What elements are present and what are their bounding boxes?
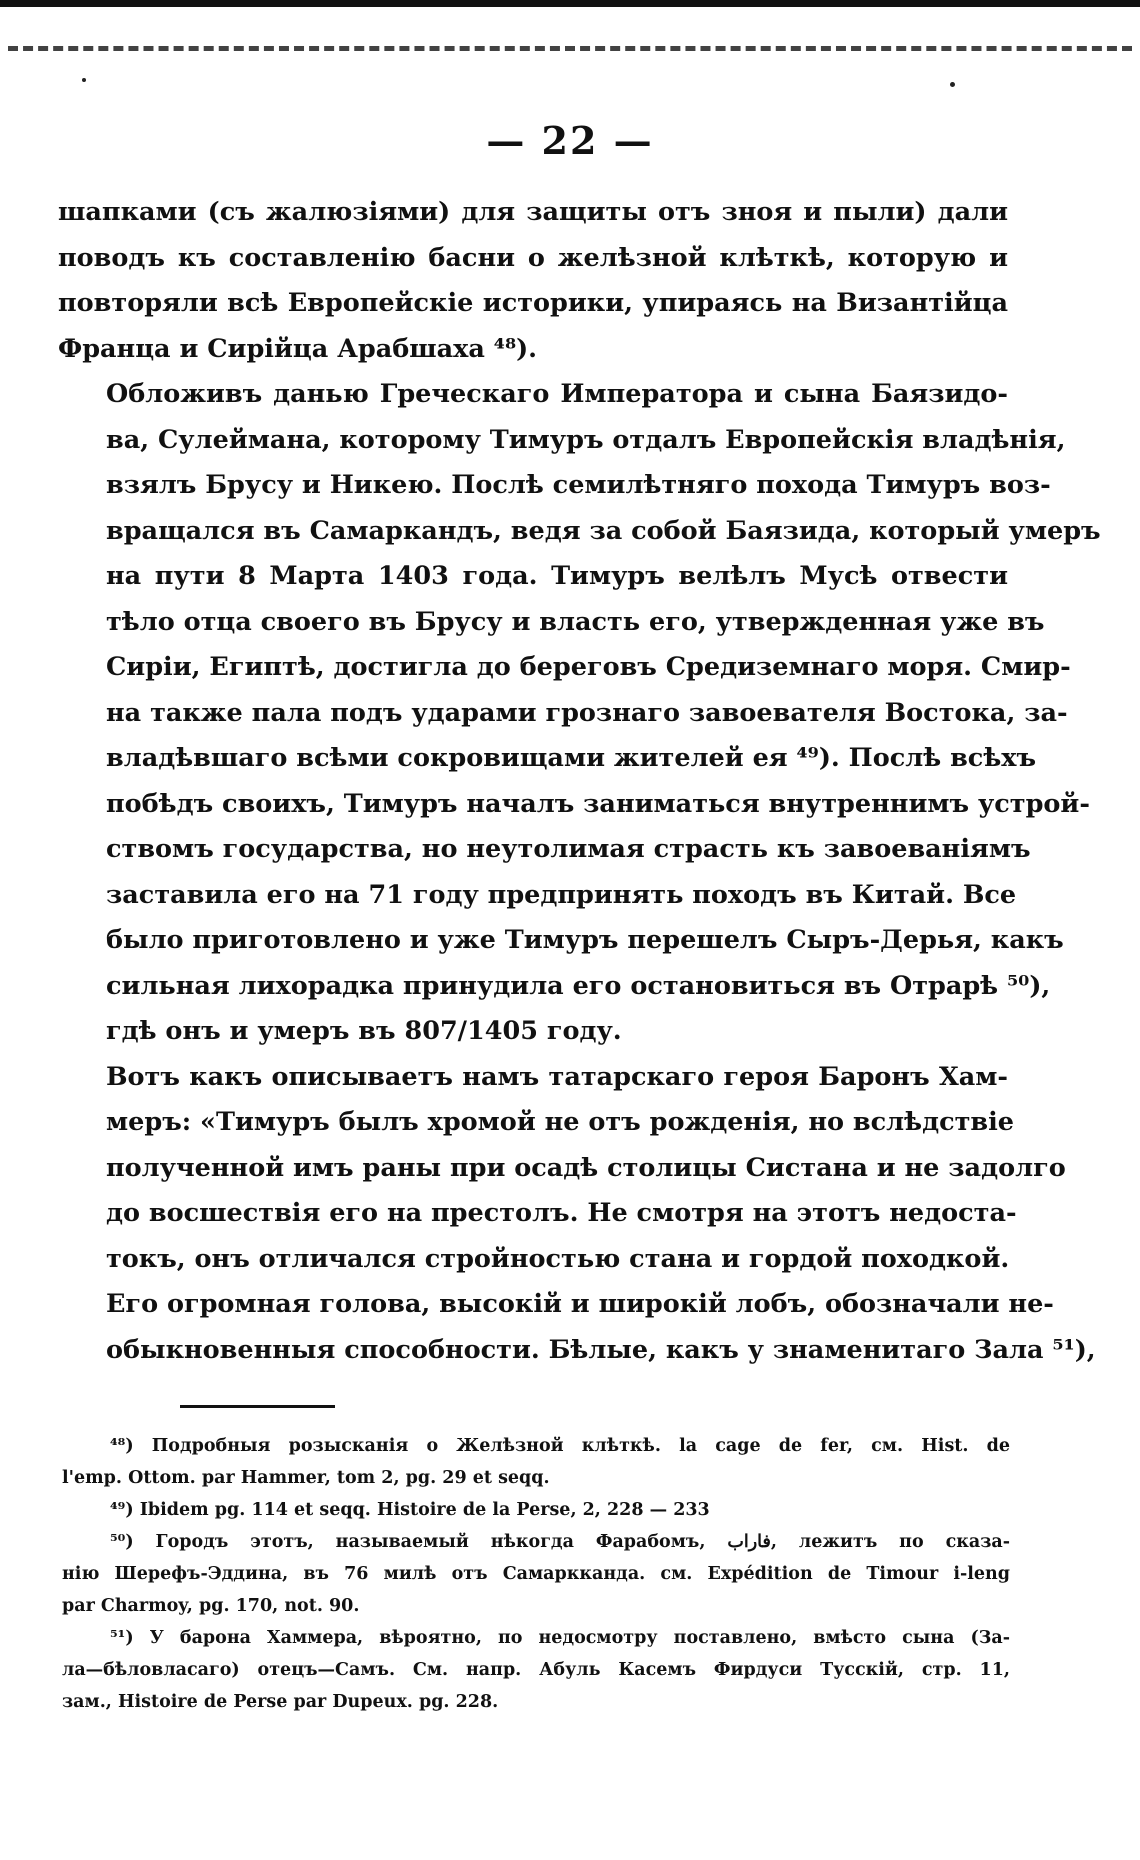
- text-line: тѣло отца своего въ Брусу и власть его, утвержденная уже въ: [106, 606, 1045, 637]
- footnote-line: ⁵⁰) Городъ этотъ, называемый нѣкогда Фарабомъ, فاراب, лежитъ по сказа-: [110, 1532, 1010, 1552]
- text-line: на пути 8 Марта 1403 года. Тимуръ велѣлъ Мусѣ отвести: [106, 561, 1008, 591]
- footnote-line: l'emp. Ottom. par Hammer, tom 2, pg. 29 et seqq.: [62, 1468, 550, 1488]
- text-line: было приготовлено и уже Тимуръ перешелъ Сыръ-Дерья, какъ: [106, 925, 1064, 955]
- paragraph-1: [58, 190, 1008, 372]
- footnote-51: [62, 1622, 1010, 1718]
- text-line: поводъ къ составленію басни о желѣзной клѣткѣ, которую и: [58, 242, 1008, 273]
- text-line: Сиріи, Египтѣ, достигла до береговъ Средиземнаго моря. Смир-: [106, 652, 1071, 682]
- text-line: ва, Сулеймана, которому Тимуръ отдалъ Европейскія владѣнія,: [106, 424, 1066, 455]
- scan-artifact-line: [8, 46, 1132, 51]
- text-line: ствомъ государства, но неутолимая страсть къ завоеваніямъ: [106, 834, 1031, 864]
- text-line: до восшествія его на престолъ. Не смотря на этотъ недоста-: [106, 1198, 1017, 1228]
- page-number: — 22 —: [486, 118, 654, 163]
- text-line: Вотъ какъ описываетъ намъ татарскаго героя Баронъ Хам-: [106, 1061, 1008, 1092]
- text-line: сильная лихорадка принудила его остановиться въ Отрарѣ ⁵⁰),: [106, 970, 1051, 1001]
- text-line: Обложивъ данью Греческаго Императора и сына Баязидо-: [106, 379, 1008, 409]
- footnote-line: ⁴⁸) Подробныя розысканія о Желѣзной клѣткѣ. la cage de fer, cм. Hist. de: [110, 1436, 1010, 1456]
- footnote-line: ⁵¹) У барона Хаммера, вѣроятно, по недосмотру поставлено, вмѣсто сына (За-: [110, 1628, 1010, 1648]
- footnote-line: зам., Histoire de Perse par Dupeux. pg. 228.: [62, 1692, 499, 1712]
- footnote-line: нію Шерефъ-Эддина, въ 76 милѣ отъ Самаркканда. см. Expédition de Timour i-leng: [62, 1564, 1010, 1584]
- scan-speck: [950, 82, 955, 87]
- text-line: побѣдъ своихъ, Тимуръ началъ заниматься внутреннимъ устрой-: [106, 788, 1090, 819]
- footnote-separator: [180, 1405, 335, 1408]
- text-line: вращался въ Самаркандъ, ведя за собой Баязида, который умеръ: [106, 515, 1101, 546]
- paragraph-2: [58, 372, 1101, 1055]
- top-border-rule: [0, 0, 1140, 7]
- text-line: гдѣ онъ и умеръ въ 807/1405 году.: [106, 1016, 622, 1046]
- paragraph-3: [58, 1055, 1096, 1374]
- text-line: Франца и Сирійца Арабшаха ⁴⁸).: [58, 333, 538, 364]
- text-line: шапками (съ жалюзіями) для защиты отъ зноя и пыли) дали: [58, 197, 1008, 227]
- footnote-line: ла—бѣловласаго) отецъ—Самъ. См. напр. Абуль Касемъ Фирдуси Тусскій, стр. 11,: [62, 1660, 1010, 1680]
- text-line: меръ: «Тимуръ былъ хромой не отъ рожденія, но вслѣдствіе: [106, 1107, 1015, 1137]
- text-line: токъ, онъ отличался стройностью стана и гордой походкой.: [106, 1243, 1010, 1274]
- footnotes: [62, 1430, 1010, 1718]
- text-line: владѣвшаго всѣми сокровищами жителей ея ⁴⁹). Послѣ всѣхъ: [106, 743, 1037, 773]
- footnote-50: [62, 1526, 1010, 1622]
- text-line: взялъ Брусу и Никею. Послѣ семилѣтняго похода Тимуръ воз-: [106, 470, 1051, 500]
- footnote-48: [62, 1430, 1010, 1494]
- scan-speck: [82, 78, 86, 82]
- main-text: [58, 190, 1101, 1373]
- text-line: обыкновенныя способности. Бѣлые, какъ у знаменитаго Зала ⁵¹),: [106, 1334, 1096, 1365]
- text-line: Его огромная голова, высокій и широкій лобъ, обозначали не-: [106, 1289, 1054, 1319]
- footnote-49: [62, 1494, 1010, 1526]
- footnote-line: par Charmoy, pg. 170, not. 90.: [62, 1596, 360, 1616]
- footnote-line: ⁴⁹) Ibidem pg. 114 et seqq. Histoire de la Perse, 2, 228 — 233: [110, 1500, 710, 1520]
- text-line: повторяли всѣ Европейскіе историки, упираясь на Византійца: [58, 288, 1008, 318]
- text-line: полученной имъ раны при осадѣ столицы Систана и не задолго: [106, 1152, 1066, 1183]
- text-line: на также пала подъ ударами грознаго завоевателя Востока, за-: [106, 697, 1068, 728]
- text-line: заставила его на 71 году предпринять походъ въ Китай. Все: [106, 879, 1017, 910]
